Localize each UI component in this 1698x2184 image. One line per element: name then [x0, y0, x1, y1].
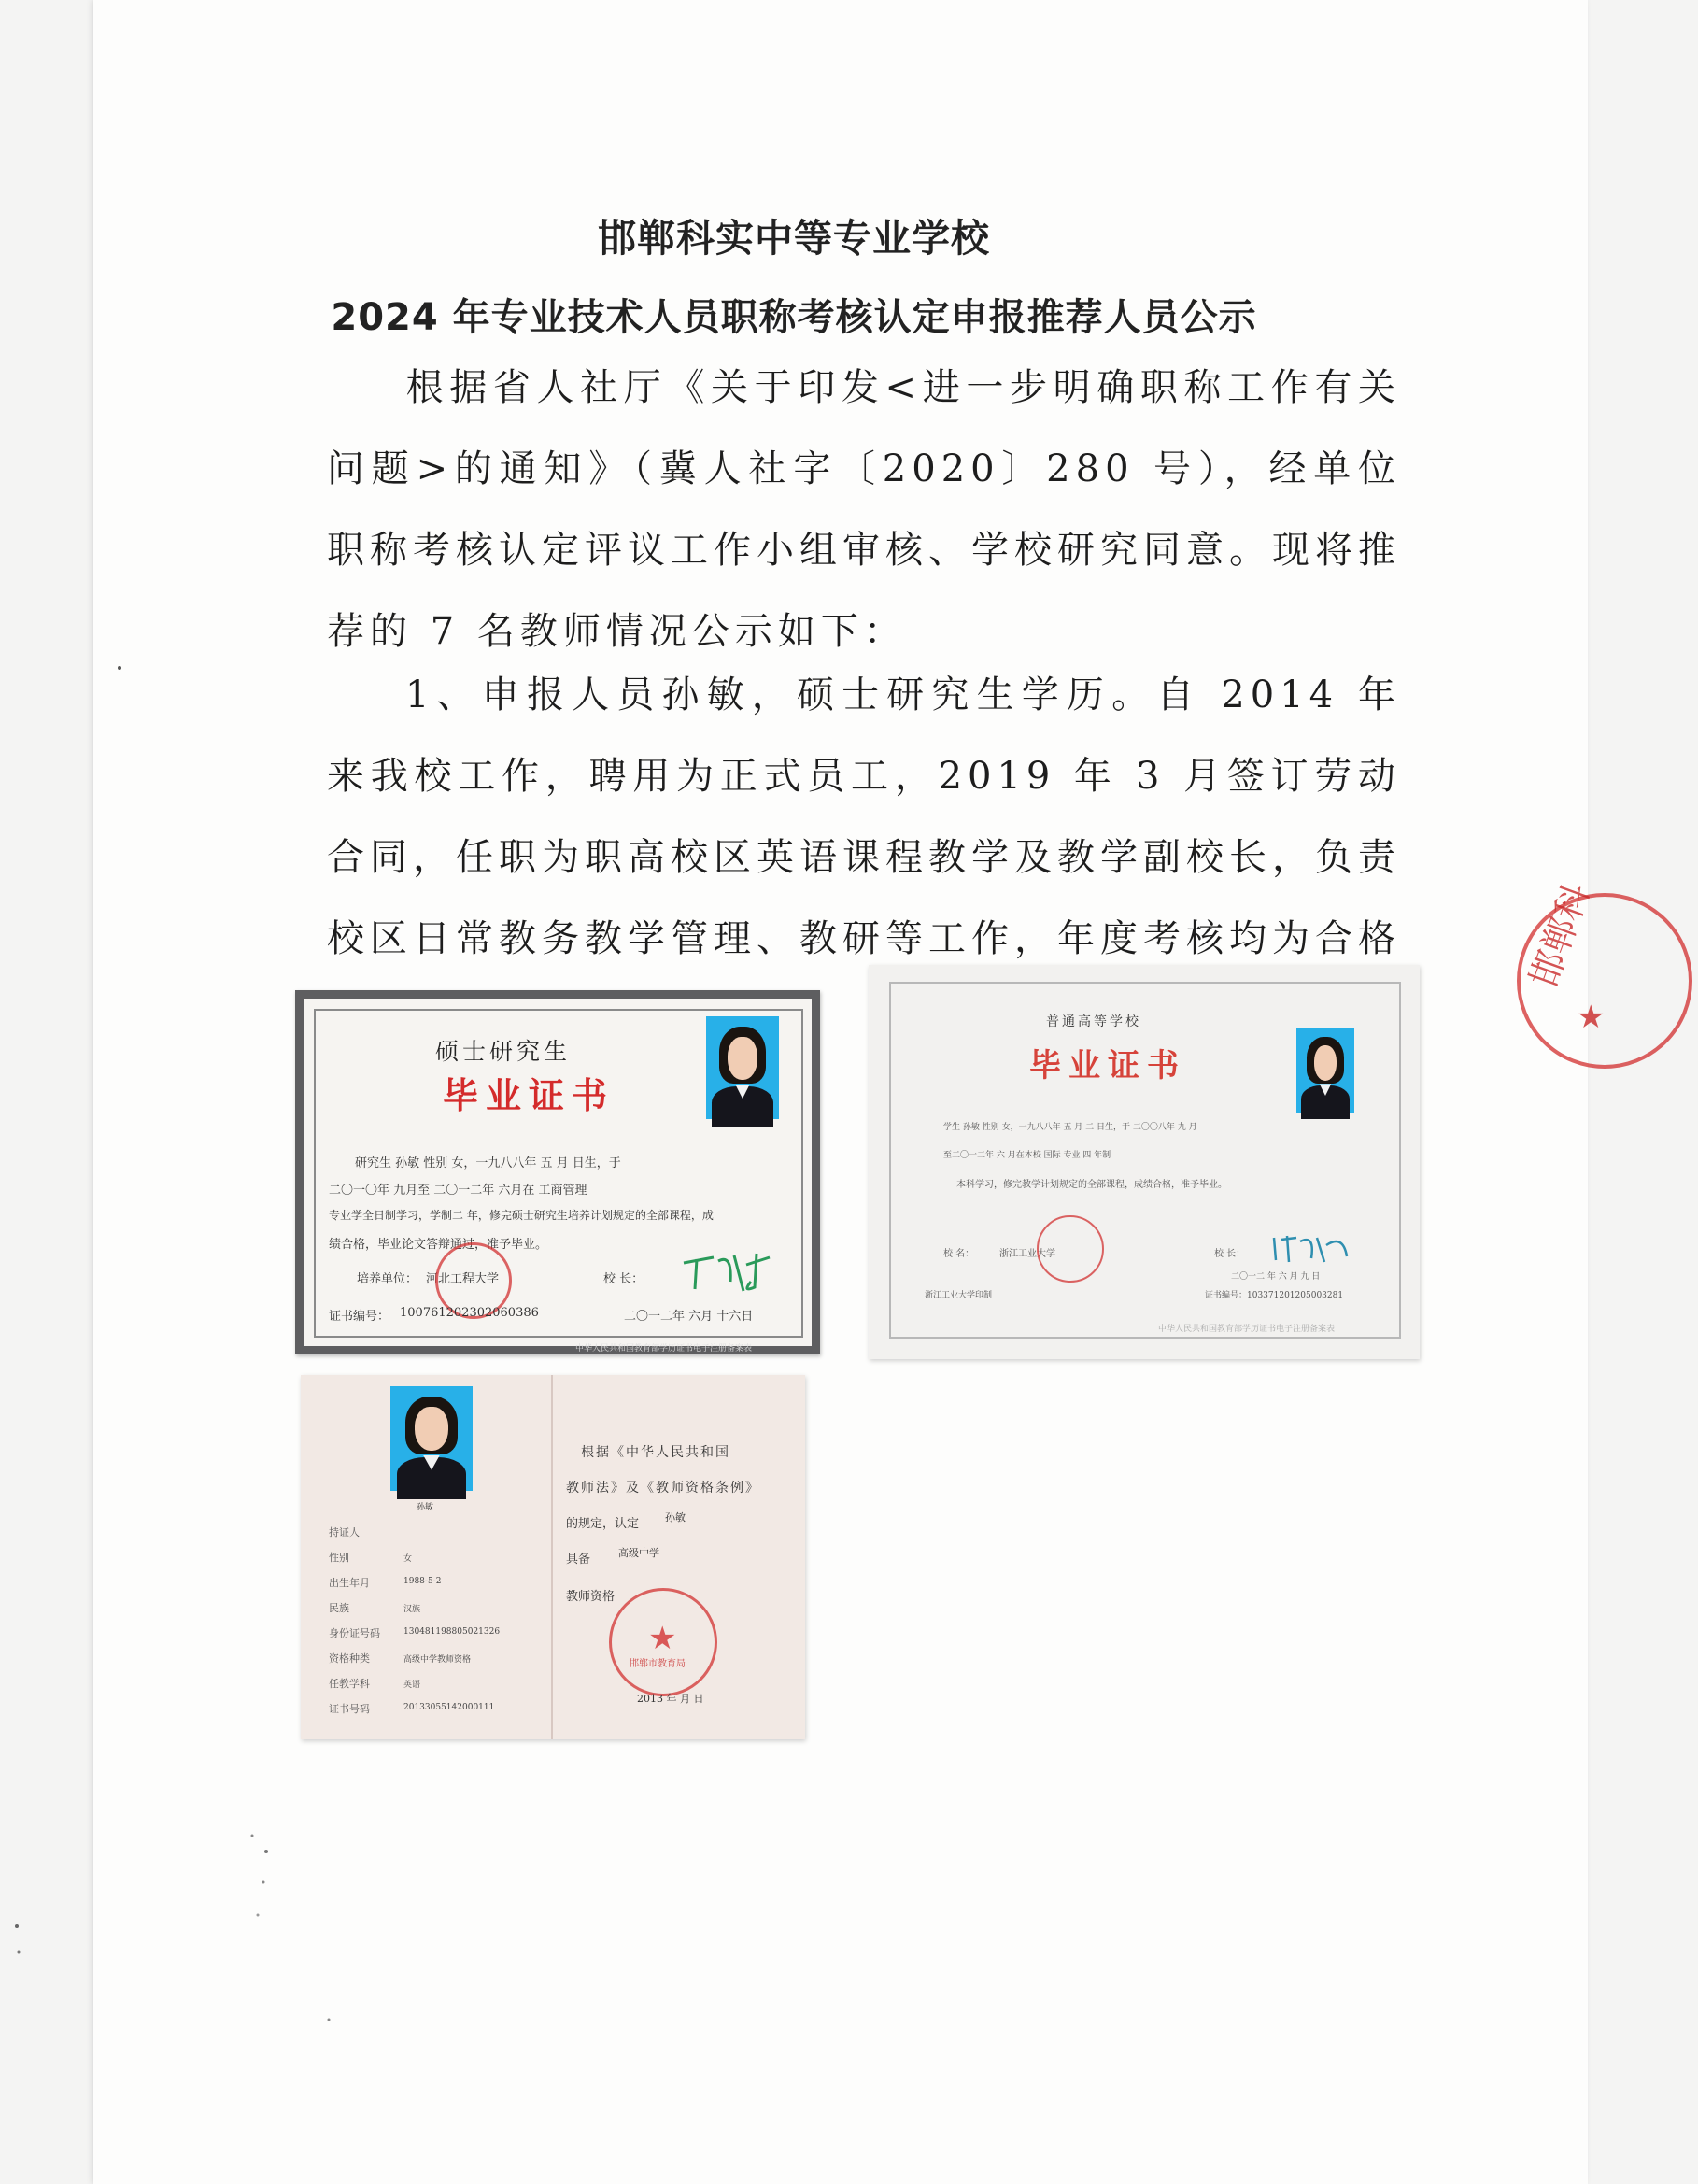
bachelor-cert-date: 二〇一二 年 六 月 九 日	[1231, 1272, 1321, 1282]
announcement-title: 2024 年专业技术人员职称考核认定申报推荐人员公示	[331, 296, 1257, 339]
teacher-qualification-certificate	[301, 1375, 805, 1739]
teacher-cert-field-value: 高级中学教师资格	[403, 1655, 472, 1665]
teacher-cert-field-value: 20133055142000111	[403, 1703, 495, 1712]
bachelor-cert-line1: 学生 孙敏 性别 女，一九八八年 五 月 二 日生，于 二〇〇八年 九 月	[943, 1123, 1197, 1132]
applicant-paragraph-text: 1、申报人员孙敏，硕士研究生学历。自 2014 年来我校工作，聘用为正式员工，2019 年 3 月签订劳动合同，任职为职高校区英语课程教学及教学副校长，负责校区日常教务教学管理、教研等工作，年度考核均为合格	[327, 674, 1401, 960]
master-cert-date: 二〇一二年 六月 十六日	[624, 1310, 754, 1324]
teacher-cert-date: 2013 年 月 日	[637, 1693, 704, 1705]
bachelor-graduation-certificate	[869, 965, 1420, 1359]
teacher-cert-field-label: 身份证号码	[329, 1627, 380, 1639]
teacher-cert-seal-text: 邯郸市教育局	[630, 1659, 686, 1669]
bachelor-cert-printer: 浙江工业大学印制	[925, 1291, 993, 1300]
master-cert-line3: 专业学全日制学习，学制二 年，修完硕士研究生培养计划规定的全部课程，成	[329, 1209, 714, 1222]
bachelor-cert-title: 毕业证书	[1029, 1047, 1186, 1085]
bachelor-cert-school-value: 浙江工业大学	[999, 1249, 1055, 1259]
master-cert-number: 100761202302060386	[400, 1306, 539, 1320]
school-seal-partial	[1511, 878, 1698, 1074]
teacher-cert-right-line2: 教师法》及《教师资格条例》	[566, 1481, 760, 1496]
teacher-cert-field-label: 性别	[329, 1552, 349, 1564]
bachelor-cert-line2: 至二〇一二年 六 月在本校 国际 专业 四 年制	[943, 1151, 1111, 1160]
intro-paragraph-text: 根据省人社厅《关于印发<进一步明确职称工作有关问题>的通知》（冀人社字〔2020〕280 号），经单位职称考核认定评议工作小组审核、学校研究同意。现将推荐的 7 名教师情况公示如下：	[327, 366, 1401, 653]
teacher-cert-right-line5: 教师资格	[566, 1590, 616, 1604]
teacher-cert-field-label: 任教学科	[329, 1678, 370, 1690]
bachelor-cert-number: 证书编号：103371201205003281	[1205, 1291, 1344, 1300]
master-cert-unit-value: 河北工程大学	[426, 1272, 500, 1286]
bachelor-cert-signature	[1268, 1228, 1352, 1269]
bachelor-cert-photo	[1296, 1028, 1354, 1113]
master-cert-head-label: 校 长：	[603, 1272, 644, 1286]
master-cert-title: 毕业证书	[443, 1075, 616, 1116]
teacher-cert-right-line3-label: 的规定，认定	[566, 1517, 640, 1531]
master-cert-unit-label: 培养单位：	[357, 1272, 418, 1286]
master-cert-line2: 二〇一〇年 九月至 二〇一二年 六月在 工商管理	[329, 1184, 587, 1198]
master-cert-photo	[706, 1016, 779, 1119]
master-cert-footer: 中华人民共和国教育部学历证书电子注册备案表	[575, 1344, 753, 1354]
school-seal-text: 邯郸科	[1522, 878, 1598, 993]
bachelor-cert-school-seal	[1037, 1215, 1104, 1283]
teacher-cert-field-value: 女	[403, 1554, 413, 1564]
teacher-cert-field-label: 民族	[329, 1602, 349, 1614]
master-graduation-certificate	[295, 990, 820, 1354]
teacher-cert-right-line3-value: 孙敏	[665, 1511, 686, 1524]
bachelor-cert-head-label: 校 长：	[1214, 1249, 1246, 1259]
intro-paragraph	[327, 347, 1401, 673]
master-cert-line4: 绩合格，毕业论文答辩通过，准予毕业。	[329, 1238, 548, 1252]
school-seal-star-icon: ★	[1577, 999, 1606, 1036]
teacher-cert-field-label: 资格种类	[329, 1652, 370, 1665]
teacher-cert-field-value: 英语	[403, 1681, 421, 1690]
bachelor-cert-heading: 普通高等学校	[1046, 1014, 1141, 1029]
teacher-cert-field-label: 出生年月	[329, 1577, 370, 1589]
school-name-title: 邯郸科实中等专业学校	[598, 216, 990, 261]
master-cert-heading: 硕士研究生	[435, 1038, 572, 1065]
teacher-cert-seal-star-icon: ★	[648, 1620, 677, 1657]
master-cert-number-label: 证书编号：	[329, 1310, 390, 1324]
teacher-cert-field-value: 汉族	[403, 1605, 421, 1614]
teacher-cert-right-line4-value: 高级中学	[618, 1547, 659, 1559]
teacher-cert-name-under-photo: 孙敏	[417, 1503, 434, 1512]
teacher-cert-right-line4-label: 具备	[566, 1553, 591, 1567]
teacher-cert-field-label: 证书号码	[329, 1703, 370, 1715]
teacher-cert-photo	[390, 1386, 473, 1491]
teacher-cert-field-label: 持证人	[329, 1526, 360, 1539]
bachelor-cert-line3: 本科学习，修完教学计划规定的全部课程，成绩合格，准予毕业。	[956, 1180, 1227, 1190]
teacher-cert-field-value: 130481198805021326	[403, 1627, 501, 1637]
master-cert-line1: 研究生 孙敏 性别 女，一九八八年 五 月 日生，于	[355, 1156, 621, 1170]
master-cert-signature	[676, 1244, 779, 1300]
teacher-cert-right-line1: 根据《中华人民共和国	[581, 1445, 730, 1460]
teacher-cert-field-value: 1988-5-2	[403, 1577, 442, 1586]
bachelor-cert-school-label: 校 名：	[943, 1249, 975, 1259]
bachelor-cert-footer: 中华人民共和国教育部学历证书电子注册备案表	[1158, 1325, 1336, 1334]
